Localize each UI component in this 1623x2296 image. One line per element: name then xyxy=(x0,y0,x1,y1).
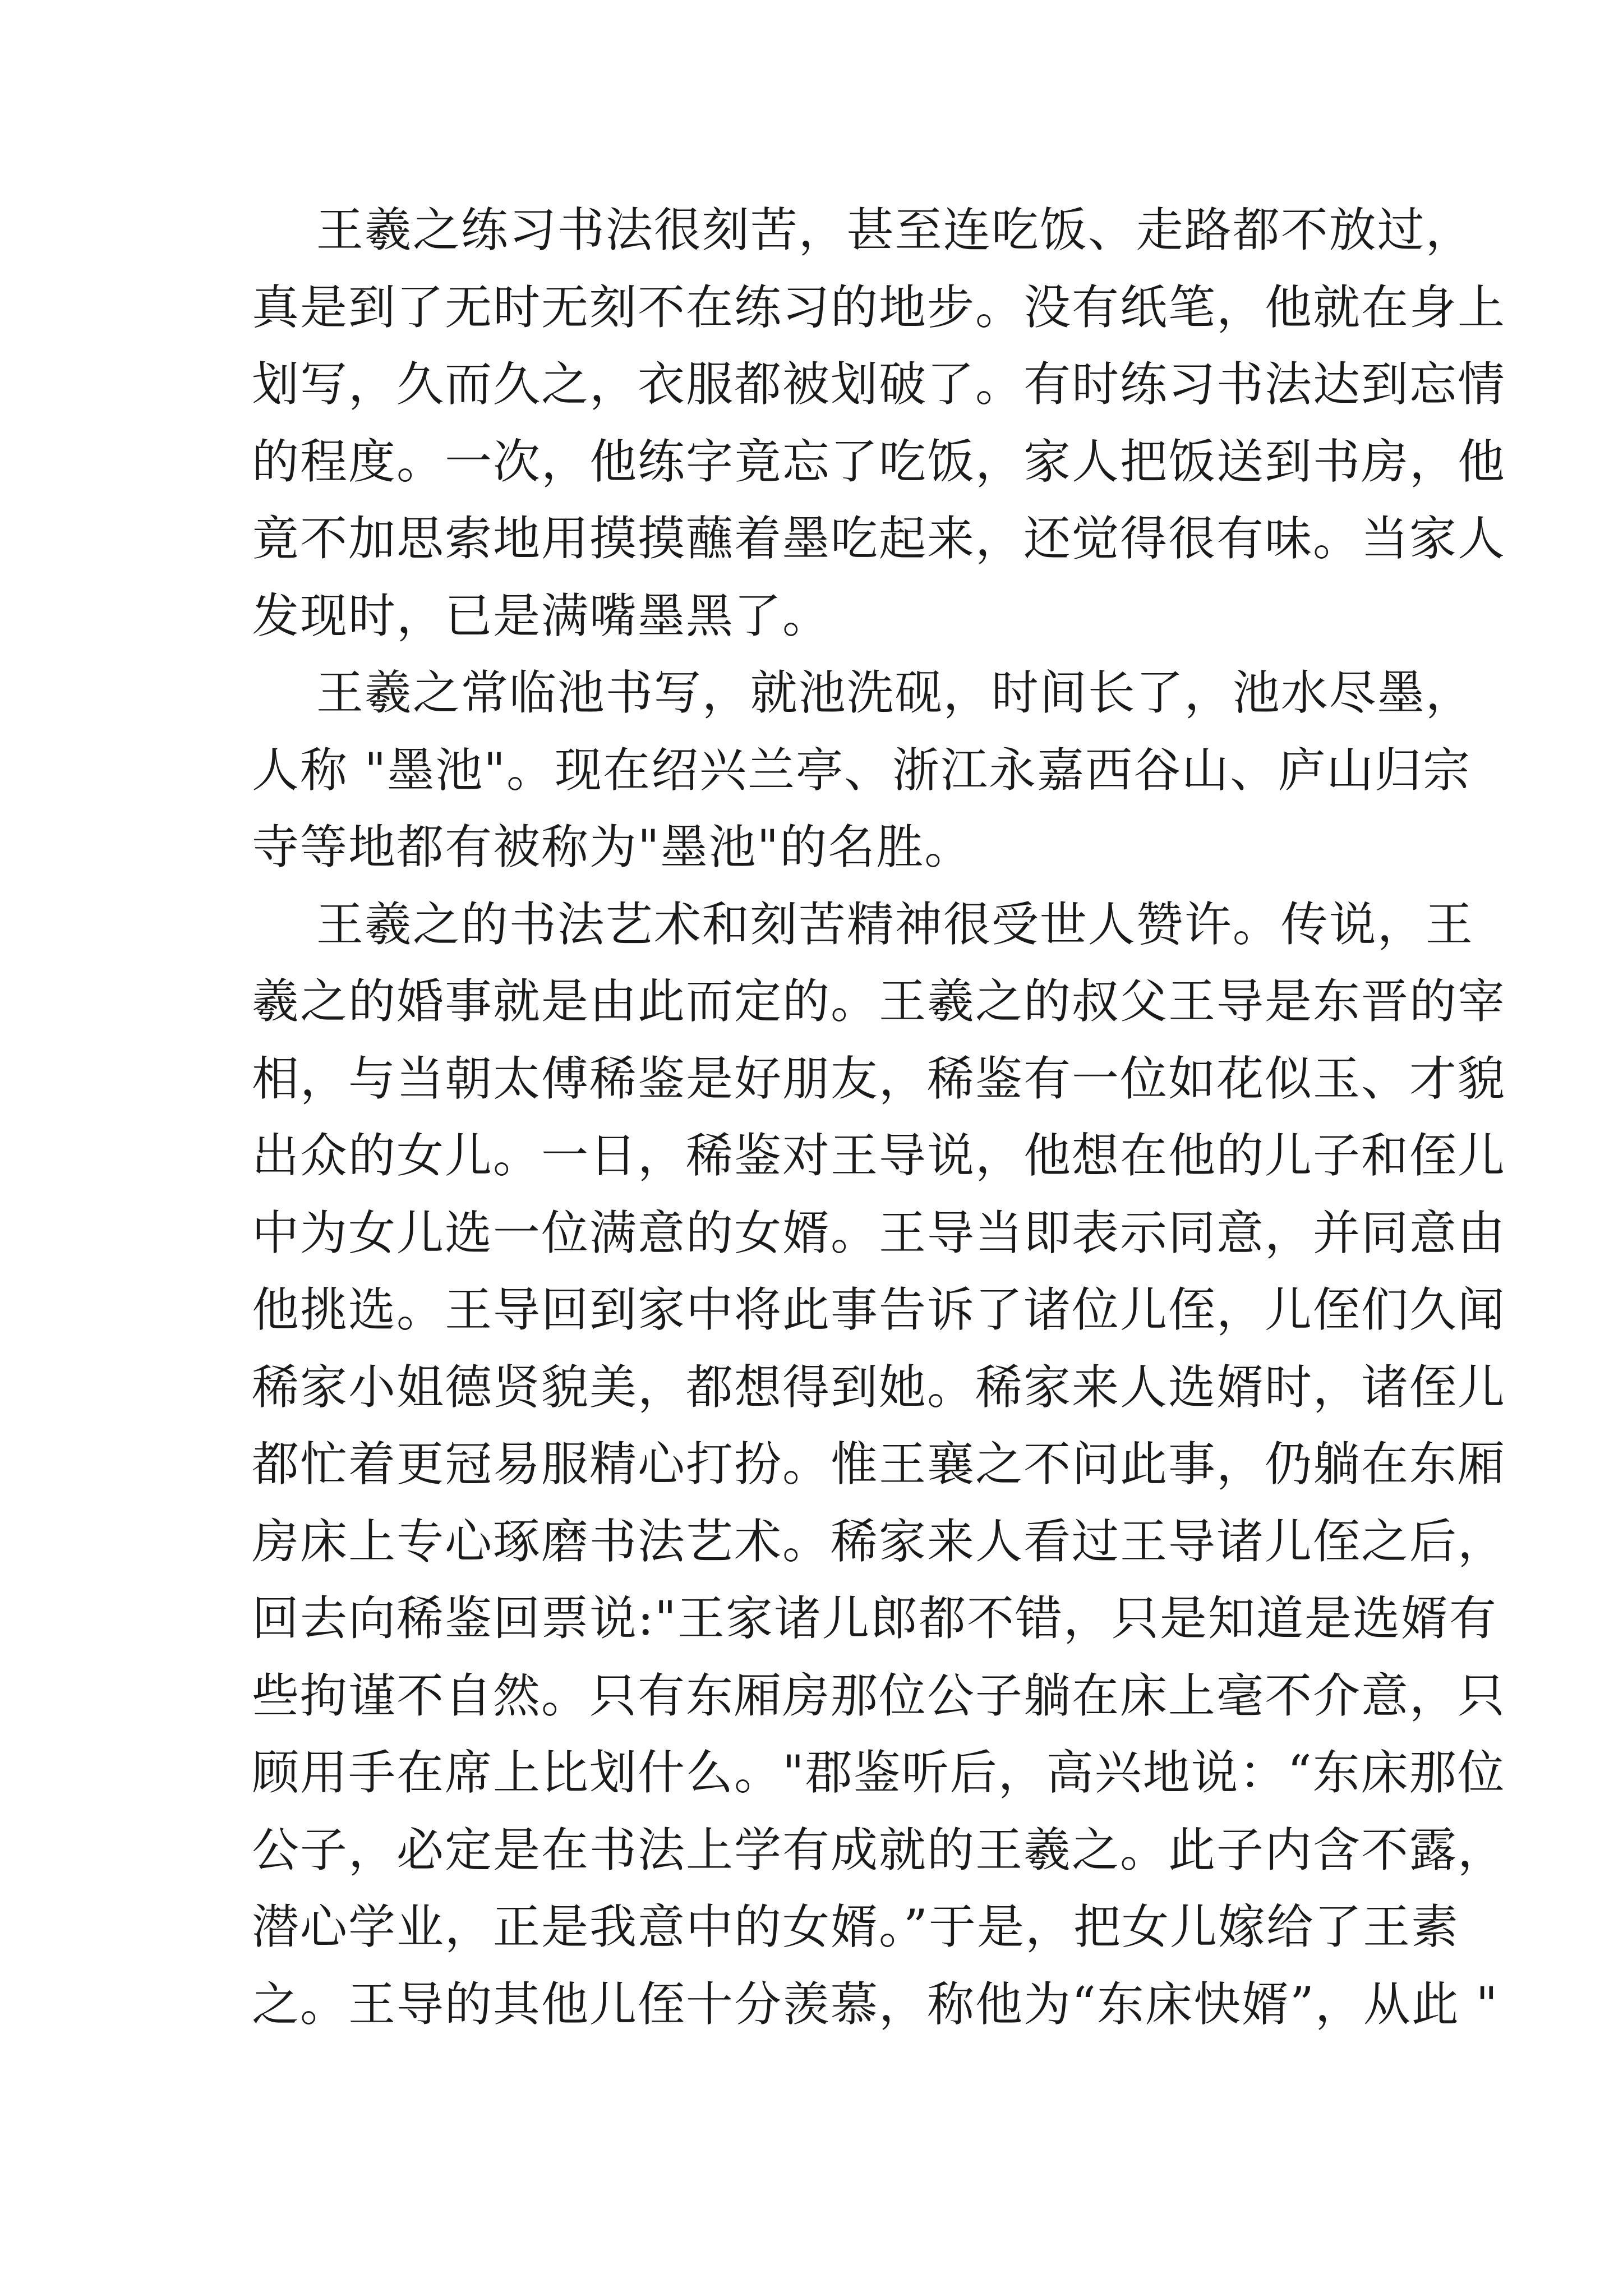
text-line: 他挑选。王导回到家中将此事告诉了诸位儿侄，儿侄们久闻 xyxy=(252,1282,1506,1337)
text-line: 出众的女儿。一日，稀鉴对王导说，他想在他的儿子和侄儿 xyxy=(252,1128,1506,1183)
text-line: 相，与当朝太傅稀鉴是好朋友，稀鉴有一位如花似玉、才貌 xyxy=(252,1051,1506,1106)
text-line: 之。王导的其他儿侄十分羡慕，称他为“东床快婿”，从此 " xyxy=(252,1976,1499,2032)
text-line: 稀家小姐德贤貌美，都想得到她。稀家来人选婿时，诸侄儿 xyxy=(252,1359,1506,1415)
text-line: 羲之的婚事就是由此而定的。王羲之的叔父王导是东晋的宰 xyxy=(252,974,1506,1029)
text-line: 竟不加思索地用摸摸蘸着墨吃起来，还觉得很有味。当家人 xyxy=(252,511,1506,566)
text-line: 王羲之的书法艺术和刻苦精神很受世人赞许。传说，王 xyxy=(252,896,1474,952)
text-line: 王羲之练习书法很刻苦，甚至连吃饭、走路都不放过， xyxy=(252,203,1474,257)
text-line: 中为女儿选一位满意的女婿。王导当即表示同意，并同意由 xyxy=(252,1205,1506,1260)
text-line: 王羲之常临池书写，就池洗砚，时间长了，池水尽墨， xyxy=(252,665,1474,720)
text-line: 回去向稀鉴回票说:"王家诸儿郎都不错，只是知道是选婿有 xyxy=(252,1591,1497,1646)
text-line: 房床上专心琢磨书法艺术。稀家来人看过王导诸儿侄之后， xyxy=(252,1513,1506,1569)
text-line: 发现时，已是满嘴墨黑了。 xyxy=(252,588,831,643)
text-line: 公子，必定是在书法上学有成就的王羲之。此子内含不露， xyxy=(252,1822,1506,1878)
text-line: 划写，久而久之，衣服都被划破了。有时练习书法达到忘情 xyxy=(252,357,1506,412)
text-line: 人称 "墨池"。现在绍兴兰亭、浙江永嘉西谷山、庐山归宗 xyxy=(252,742,1471,798)
text-line: 的程度。一次，他练字竟忘了吃饭，家人把饭送到书房，他 xyxy=(252,434,1506,489)
body-text xyxy=(252,192,1506,2043)
text-line: 都忙着更冠易服精心打扮。惟王襄之不问此事，仍躺在东厢 xyxy=(252,1437,1506,1492)
text-line: 些拘谨不自然。只有东厢房那位公子躺在床上毫不介意，只 xyxy=(252,1668,1506,1723)
text-line: 潜心学业，正是我意中的女婿。”于是，把女儿嫁给了王素 xyxy=(252,1899,1459,1954)
text-line: 真是到了无时无刻不在练习的地步。没有纸笔，他就在身上 xyxy=(252,279,1506,335)
text-line: 顾用手在席上比划什么。"郡鉴听后，高兴地说：“东床那位 xyxy=(252,1745,1506,1800)
text-line: 寺等地都有被称为"墨池"的名胜。 xyxy=(252,820,973,875)
